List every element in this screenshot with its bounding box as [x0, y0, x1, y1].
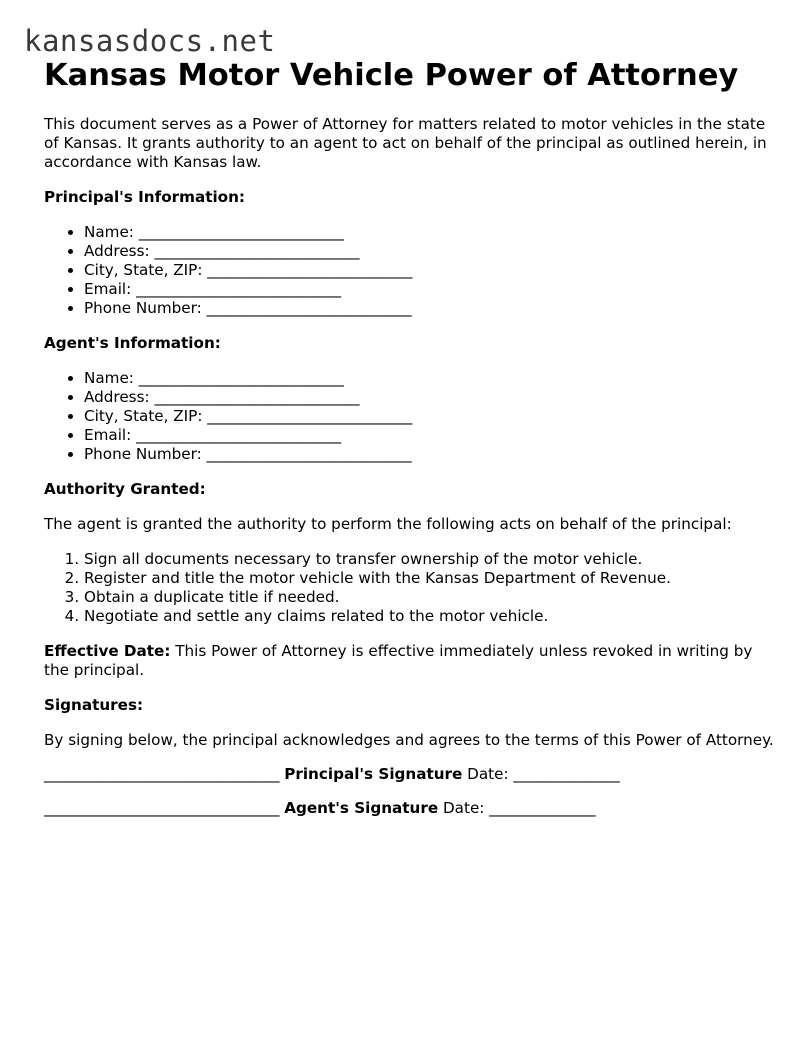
agent-name-field — [84, 369, 774, 388]
principal-signature-line — [44, 765, 774, 784]
effective-date-text: This Power of Attorney is effective immediately unless revoked in writing by the principal. — [44, 642, 753, 679]
field-blank: ___________________________ — [206, 445, 412, 463]
field-label: City, State, ZIP: — [84, 407, 203, 425]
field-blank: ___________________________ — [154, 242, 360, 260]
field-blank: ___________________________ — [207, 261, 413, 279]
authority-heading: Authority Granted: — [44, 480, 206, 498]
field-label: Phone Number: — [84, 299, 202, 317]
authority-act-item: 3. Obtain a duplicate title if needed. — [84, 588, 774, 607]
intro-paragraph: This document serves as a Power of Attorney for matters related to motor vehicles in the state of Kansas. It grants authority to an agent to act on behalf of the principal as outlined herein, in accordance with Kansas law. — [44, 115, 767, 171]
signature-blank: _______________________________ — [44, 765, 280, 783]
field-label: Name: — [84, 369, 134, 387]
principal-city-state-zip-field — [84, 261, 774, 280]
date-blank: ______________ — [489, 799, 596, 817]
date-label: Date: — [442, 799, 485, 817]
field-blank: ___________________________ — [154, 388, 360, 406]
effective-date-paragraph — [44, 642, 774, 680]
principal-phone-field — [84, 299, 774, 318]
field-blank: ___________________________ — [206, 299, 412, 317]
field-label: Name: — [84, 223, 134, 241]
agent-address-field — [84, 388, 774, 407]
field-blank: ___________________________ — [136, 426, 342, 444]
agent-city-state-zip-field — [84, 407, 774, 426]
agent-field-list — [44, 369, 774, 464]
field-blank: ___________________________ — [136, 280, 342, 298]
field-blank: ___________________________ — [138, 369, 344, 387]
agent-heading: Agent's Information: — [44, 334, 221, 352]
authority-act-item: 4. Negotiate and settle any claims related to the motor vehicle. — [84, 607, 774, 626]
authority-lead: The agent is granted the authority to perform the following acts on behalf of the principal: — [44, 515, 732, 533]
agent-email-field — [84, 426, 774, 445]
principal-name-field — [84, 223, 774, 242]
field-label: City, State, ZIP: — [84, 261, 203, 279]
date-label: Date: — [467, 765, 509, 783]
signature-label: Agent's Signature — [284, 799, 439, 817]
page-title: Kansas Motor Vehicle Power of Attorney — [44, 58, 739, 93]
field-label: Address: — [84, 388, 150, 406]
effective-date-label: Effective Date: — [44, 642, 171, 660]
field-label: Phone Number: — [84, 445, 202, 463]
principal-address-field — [84, 242, 774, 261]
watermark: kansasdocs.net — [24, 24, 276, 58]
signature-label: Principal's Signature — [284, 765, 463, 783]
field-label: Email: — [84, 280, 132, 298]
date-blank: ______________ — [513, 765, 620, 783]
principal-email-field — [84, 280, 774, 299]
field-label: Email: — [84, 426, 132, 444]
agent-signature-line — [44, 799, 774, 818]
signature-blank: _______________________________ — [44, 799, 280, 817]
authority-acts-list — [44, 550, 774, 626]
signatures-heading: Signatures: — [44, 696, 144, 714]
signatures-text: By signing below, the principal acknowledges and agrees to the terms of this Power of Attorney. — [44, 731, 774, 749]
field-blank: ___________________________ — [207, 407, 413, 425]
agent-phone-field — [84, 445, 774, 464]
authority-act-item: 2. Register and title the motor vehicle with the Kansas Department of Revenue. — [84, 569, 774, 588]
document-page — [44, 57, 774, 818]
principal-field-list — [44, 223, 774, 318]
field-label: Address: — [84, 242, 150, 260]
authority-act-item: 1. Sign all documents necessary to transfer ownership of the motor vehicle. — [84, 550, 774, 569]
principal-heading: Principal's Information: — [44, 188, 246, 206]
field-blank: ___________________________ — [138, 223, 344, 241]
